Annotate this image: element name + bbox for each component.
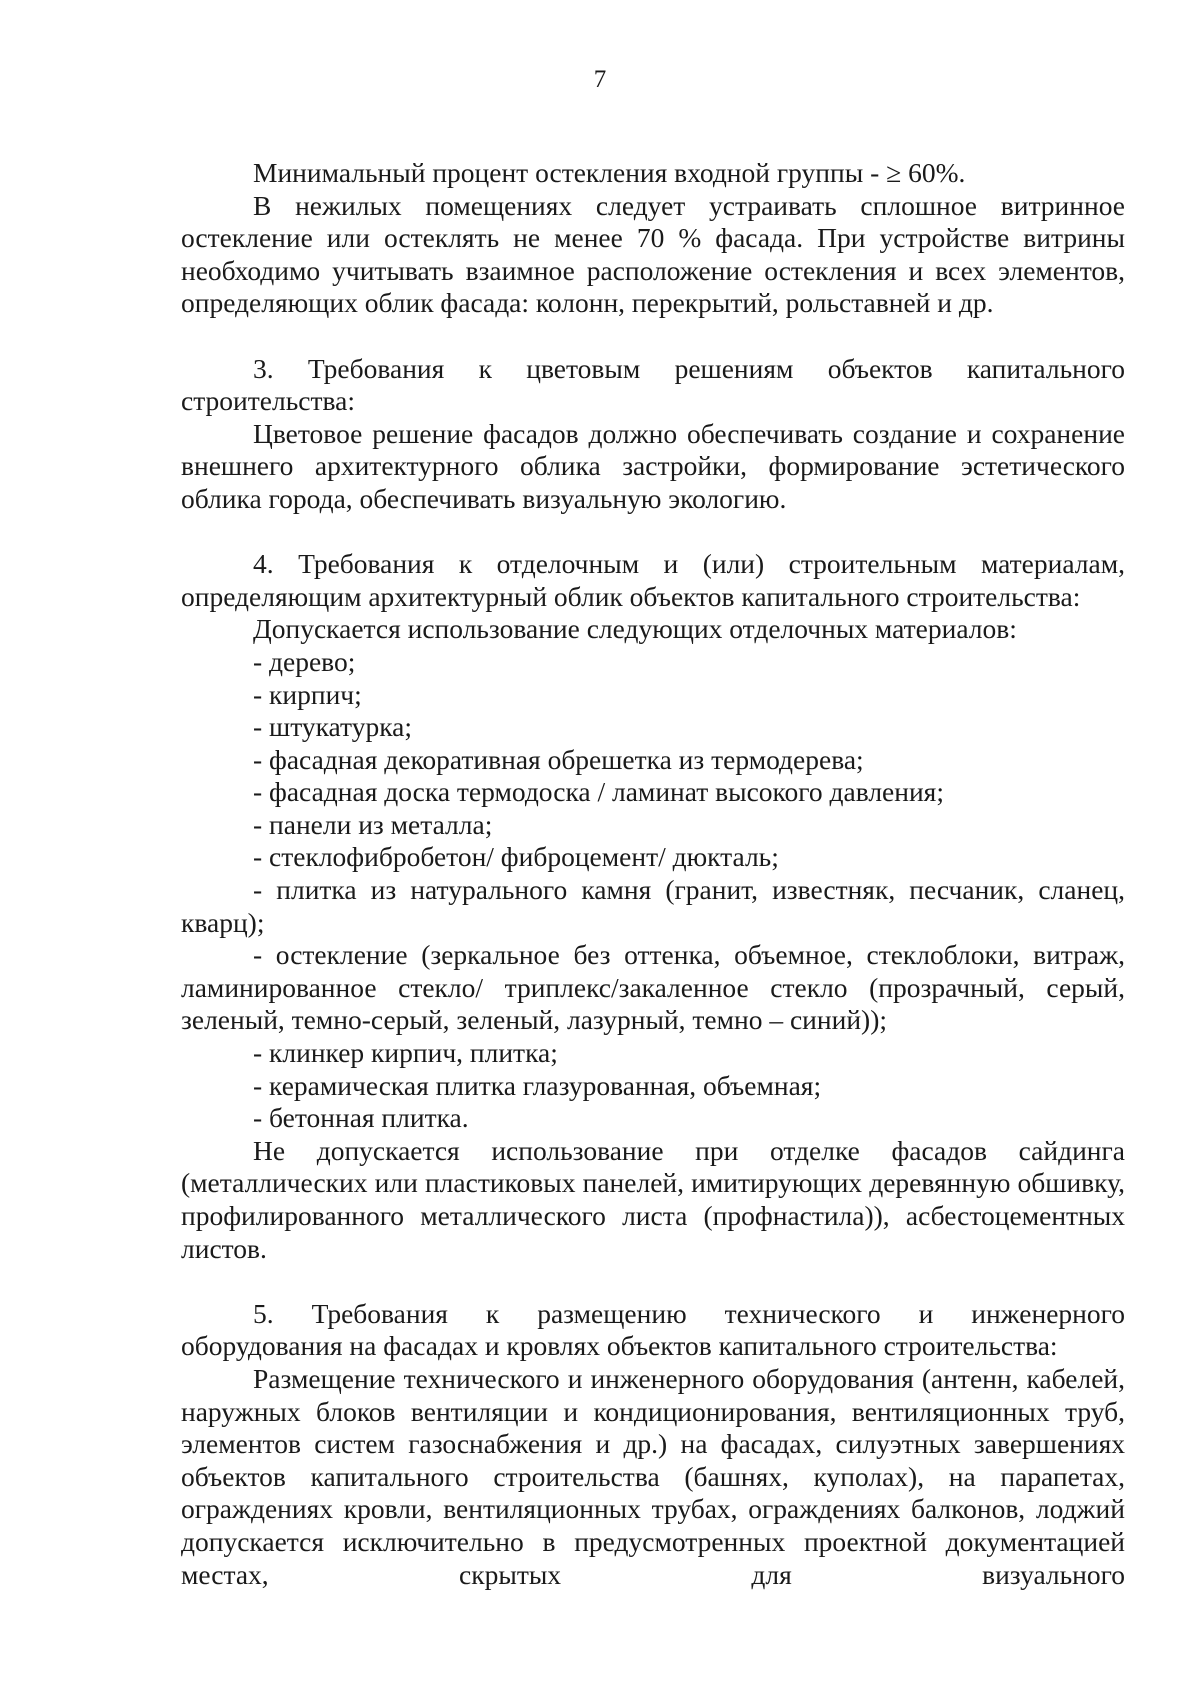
section-3-body: Цветовое решение фасадов должно обеспечивать создание и сохранение внешнего архитектурного облика застройки, формирование эстетического облика города, обеспечивать визуальную экологию. — [181, 417, 1125, 514]
heading-word: строительным — [788, 548, 957, 580]
heading-word: капитального — [966, 352, 1125, 384]
heading-word: Требования — [311, 1297, 448, 1329]
material-list-item: - панели из металла; — [253, 808, 493, 840]
section-5-body: Размещение технического и инженерного оборудования (антенн, кабелей, наружных блоков вентиляции и кондиционирования, вентиляционных труб, элементов систем газоснабжения и др.) на фасадах, силуэтных завершениях объектов капитального строительства (башнях, куполах), на парапетах, ограждениях кровли, вентиляционных трубах, ограждениях балконов, лоджий допускается исключительно в предусмотренных проектной документацией местах, скрытых для визуального — [181, 1362, 1125, 1590]
heading-word: объектов — [827, 352, 933, 384]
section-5-heading — [253, 1298, 1125, 1331]
material-list-item: - клинкер кирпич, плитка; — [253, 1037, 558, 1069]
heading-word: Требования — [307, 352, 445, 384]
heading-word: цветовым — [526, 352, 641, 384]
section-4-heading-tail: определяющим архитектурный облик объектов капитального строительства: — [181, 580, 1081, 612]
spacer — [181, 320, 1125, 353]
section-3-number: 3. — [253, 352, 274, 384]
section-4-prohibition: Не допускается использование при отделке фасадов сайдинга (металлических или пластиковых панелей, имитирующих деревянную обшивку, профилированного металлического листа (профнастила)), асбестоцементных листов. — [181, 1134, 1125, 1264]
heading-word: Требования — [298, 548, 435, 580]
spacer — [181, 1265, 1125, 1298]
heading-word: отделочным — [496, 548, 640, 580]
material-list-item: - дерево; — [253, 645, 356, 677]
material-list-item: - кирпич; — [253, 678, 362, 710]
section-3-heading — [253, 353, 1125, 386]
material-list-item: - керамическая плитка глазурованная, объемная; — [253, 1069, 822, 1101]
material-list-item: - стеклофибробетон/ фиброцемент/ дюкталь; — [253, 841, 779, 873]
section-3-heading-tail: строительства: — [181, 385, 355, 417]
section-5-number: 5. — [253, 1297, 274, 1329]
heading-word: инженерного — [971, 1297, 1125, 1329]
paragraph-min-glazing: Минимальный процент остекления входной группы - ≥ 60%. — [253, 157, 966, 188]
material-list-item: - плитка из натурального камня (гранит, известняк, песчаник, сланец, кварц); — [181, 874, 1125, 938]
heading-word: технического — [724, 1297, 881, 1329]
section-5-heading-tail: оборудования на фасадах и кровлях объектов капитального строительства: — [181, 1330, 1058, 1362]
page-number: 7 — [593, 66, 607, 93]
heading-word: к — [458, 548, 473, 580]
heading-word: решениям — [674, 352, 794, 384]
material-list-item: - фасадная декоративная обрешетка из термодерева; — [253, 743, 864, 775]
heading-word: к — [478, 352, 492, 384]
material-list-item: - бетонная плитка. — [253, 1102, 469, 1134]
document-body — [181, 157, 1125, 1591]
spacer — [181, 516, 1125, 549]
heading-word: (или) — [702, 548, 765, 580]
section-4-heading — [253, 548, 1125, 581]
heading-word: и — [918, 1297, 934, 1329]
material-list-item: - остекление (зеркальное без оттенка, объемное, стеклоблоки, витраж, ламинированное стекло/ триплекс/закаленное стекло (прозрачный, серый, зеленый, темно-серый, зеленый, лазурный, темно – синий)); — [181, 939, 1125, 1036]
material-list-item: - фасадная доска термодоска / ламинат высокого давления; — [253, 776, 944, 808]
heading-word: и — [663, 548, 679, 580]
heading-word: к — [485, 1297, 500, 1329]
heading-word: материалам, — [980, 548, 1125, 580]
material-list-item: - штукатурка; — [253, 711, 412, 743]
paragraph-nonresidential-glazing: В нежилых помещениях следует устраивать сплошное витринное остекление или остеклять не менее 70 % фасада. При устройстве витрины необходимо учитывать взаимное расположение остекления и всех элементов, определяющих облик фасада: колонн, перекрытий, рольставней и др. — [181, 189, 1125, 319]
heading-word: размещению — [537, 1297, 687, 1329]
section-4-intro: Допускается использование следующих отделочных материалов: — [253, 613, 1017, 645]
section-4-number: 4. — [253, 548, 274, 580]
